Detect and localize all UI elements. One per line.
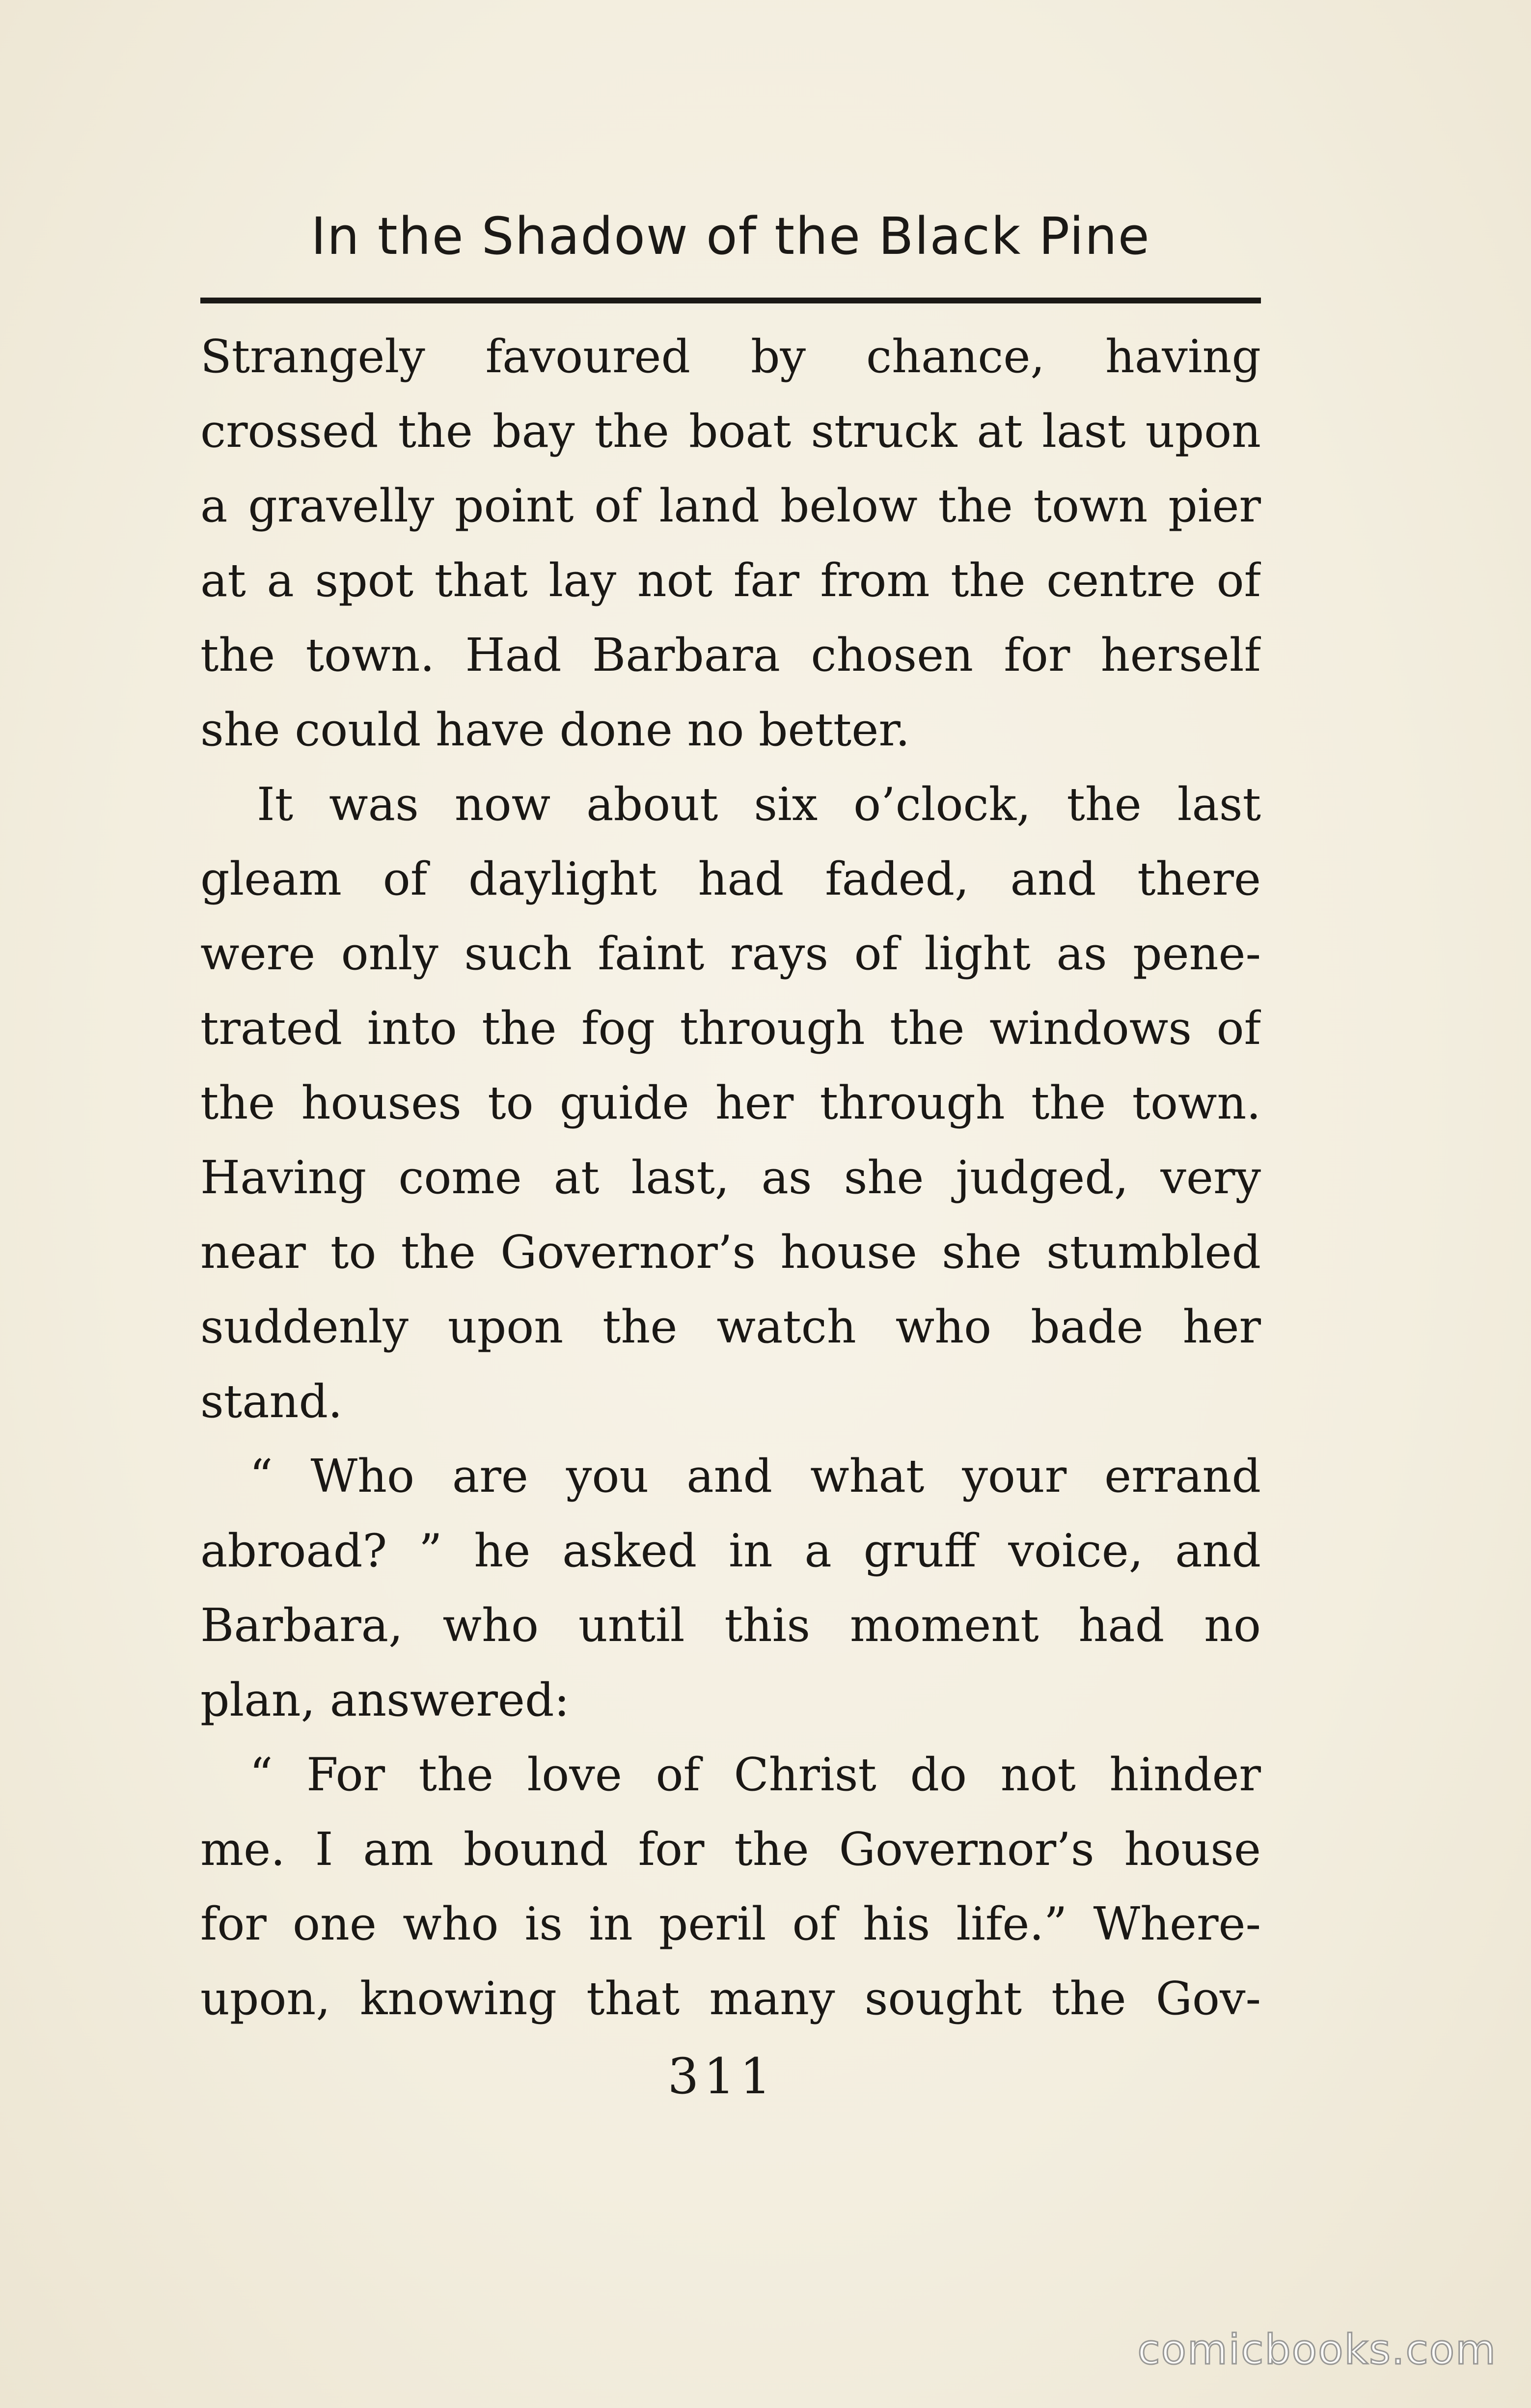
- text-line: Barbara, who until this moment had no: [200, 1599, 1261, 1652]
- text-line: “ Who are you and what your errand: [249, 1450, 1261, 1503]
- text-line: near to the Governor’s house she stumbled: [200, 1226, 1261, 1279]
- header-rule: [200, 298, 1261, 303]
- text-line: plan, answered:: [200, 1673, 570, 1726]
- body-text: [200, 319, 1261, 2036]
- text-line: for one who is in peril of his life.” Where-: [200, 1897, 1261, 1950]
- text-line: “ For the love of Christ do not hinder: [249, 1748, 1261, 1801]
- text-line: Strangely favoured by chance, having: [200, 330, 1261, 383]
- text-line: at a spot that lay not far from the centre of: [200, 554, 1261, 607]
- text-line: crossed the bay the boat struck at last upon: [200, 405, 1261, 458]
- text-line: a gravelly point of land below the town pier: [200, 479, 1261, 532]
- text-line: the town. Had Barbara chosen for herself: [200, 629, 1261, 682]
- text-line: It was now about six o’clock, the last: [257, 778, 1261, 831]
- text-line: abroad? ” he asked in a gruff voice, and: [200, 1524, 1261, 1577]
- text-line: me. I am bound for the Governor’s house: [200, 1823, 1261, 1876]
- text-line: she could have done no better.: [200, 703, 910, 756]
- page-number: 311: [667, 2048, 776, 2105]
- text-line: the houses to guide her through the town.: [200, 1076, 1261, 1129]
- watermark: comicbooks.com: [1137, 2326, 1497, 2374]
- text-line: gleam of daylight had faded, and there: [200, 852, 1261, 905]
- text-line: were only such faint rays of light as pene-: [200, 927, 1261, 980]
- text-line: upon, knowing that many sought the Gov-: [200, 1972, 1261, 2025]
- running-head: In the Shadow of the Black Pine: [311, 206, 1150, 266]
- text-line: stand.: [200, 1375, 343, 1428]
- text-line: trated into the fog through the windows of: [200, 1002, 1261, 1055]
- text-line: suddenly upon the watch who bade her: [200, 1300, 1261, 1353]
- text-line: Having come at last, as she judged, very: [200, 1151, 1261, 1204]
